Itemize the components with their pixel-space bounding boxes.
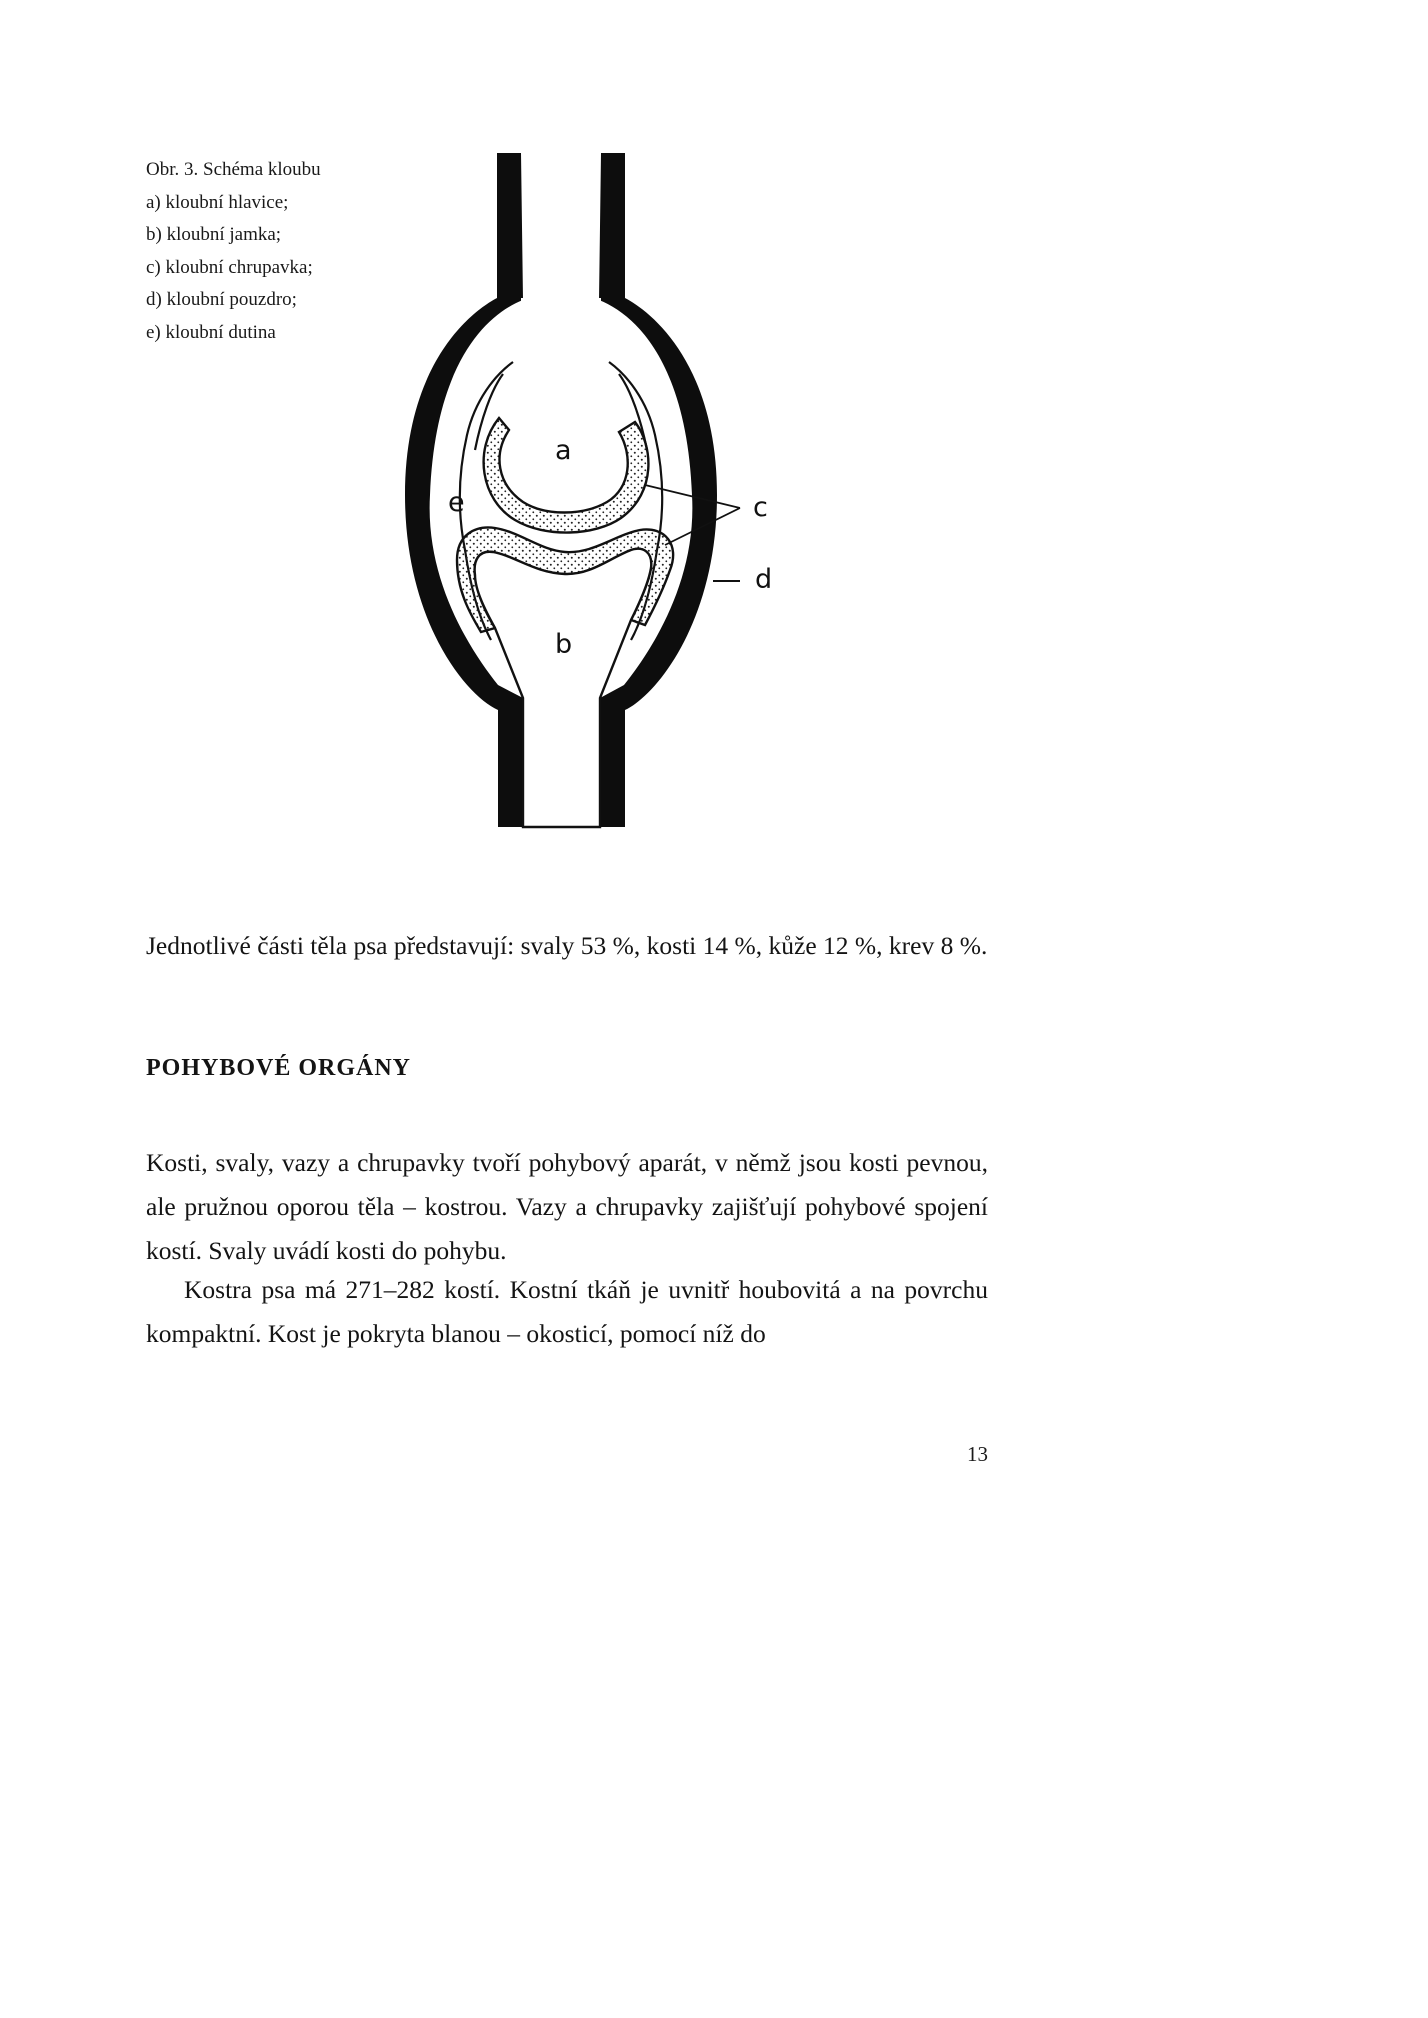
caption-item-c: c) kloubní chrupavka; xyxy=(146,256,313,278)
paragraph-body-composition: Jednotlivé části těla psa představují: svaly 53 %, kosti 14 %, kůže 12 %, krev 8 %. xyxy=(146,931,988,960)
joint-diagram-svg xyxy=(395,150,815,830)
caption-item-a: a) kloubní hlavice; xyxy=(146,191,289,213)
label-e: e xyxy=(448,487,465,518)
joint-diagram xyxy=(395,150,815,830)
section-heading: POHYBOVÉ ORGÁNY xyxy=(146,1055,412,1081)
label-a: a xyxy=(555,435,572,466)
paragraph-skeleton: Kostra psa má 271–282 kostí. Kostní tkáň je uvnitř houbovitá a na povrchu kompaktní. Kost je pokryta blanou – okosticí, pomocí níž do xyxy=(146,1275,988,1348)
figure-caption xyxy=(146,154,321,349)
paragraph-motor-apparatus: Kosti, svaly, vazy a chrupavky tvoří pohybový aparát, v němž jsou kosti pevnou, ale pružnou oporou těla – kostrou. Vazy a chrupavky zajišťují pohybové spojení kostí. Svaly uvádí kosti do pohybu. xyxy=(146,1148,988,1265)
caption-item-b: b) kloubní jamka; xyxy=(146,224,282,245)
label-d: d xyxy=(755,564,773,595)
caption-item-e: e) kloubní dutina xyxy=(146,321,276,343)
page-number: 13 xyxy=(967,1442,988,1466)
caption-item-d: d) kloubní pouzdro; xyxy=(146,289,297,310)
label-c: c xyxy=(753,492,768,523)
caption-title: Obr. 3. Schéma kloubu xyxy=(146,159,321,180)
label-b: b xyxy=(555,629,573,660)
